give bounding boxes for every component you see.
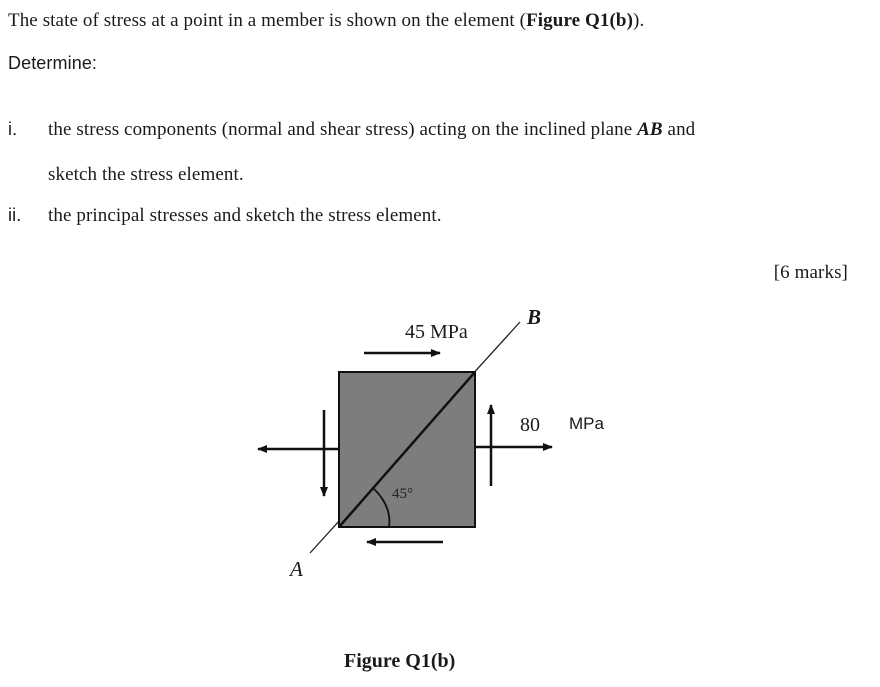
figure-reference: Figure Q1(b)	[526, 10, 634, 31]
shear-stress-label: 45 MPa	[405, 321, 468, 343]
item-2-text: the principal stresses and sketch the stress element.	[48, 205, 442, 226]
normal-stress-unit: MPa	[569, 414, 604, 433]
point-b-label: B	[527, 305, 542, 329]
item-number-2: ii.	[8, 205, 22, 225]
item-1-text: the stress components (normal and shear stress) acting on the inclined plane	[48, 119, 638, 140]
item-1-text-after: and	[662, 119, 696, 140]
marks-label: [6 marks]	[773, 262, 848, 283]
determine-label: Determine:	[8, 53, 98, 73]
item-number-1: i.	[8, 119, 18, 139]
plane-label: AB	[637, 119, 663, 140]
intro-text-main: The state of stress at a point in a member is shown on the element (	[8, 10, 527, 31]
intro-text-close: ).	[633, 10, 645, 31]
angle-label: 45°	[392, 486, 413, 502]
normal-stress-value: 80	[520, 414, 540, 436]
point-a-label: A	[290, 557, 303, 581]
figure-caption: Figure Q1(b)	[344, 650, 456, 672]
question-item-1-continuation: sketch the stress element.	[48, 164, 244, 185]
